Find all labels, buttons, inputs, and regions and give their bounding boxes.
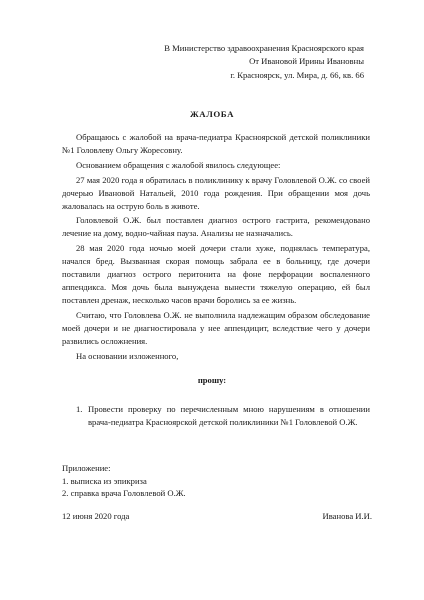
paragraph-diagnosis: Головлевой О.Ж. был поставлен диагноз острого гастрита, рекомендовано лечение на дому, водно-чайная пауза. Анализы не назначались. — [62, 215, 370, 239]
sender-name-line: От Ивановой Ирины Ивановны — [249, 56, 364, 67]
paragraph-claim: Считаю, что Головлева О.Ж. не выполнила надлежащим образом обследование моей дочери и не диагностировала у нее аппендицит, вследствие чего у дочери развились осложнения. — [62, 309, 370, 346]
document-date: 12 июня 2020 года — [62, 511, 130, 521]
paragraph-hospital: 28 мая 2020 года ночью моей дочери стали хуже, поднялась температура, начался бред. Вызванная скорая помощь забрала ее в больницу, где дочери поставили диагноз острого перитонита на фоне перфорации воспаленного аппендикса. Моя дочь была вынуждена вынести тяжелую операцию, ей был поставлен дренаж, несколько часов врачи боролись за ее жизнь. — [62, 243, 370, 305]
attachments-title: Приложение: — [62, 463, 111, 473]
signature-row — [62, 511, 372, 521]
addressee-line: В Министерство здравоохранения Красноярского края — [164, 43, 364, 53]
attachment-item: 2. справка врача Головлевой О.Ж. — [62, 488, 186, 499]
sender-address-line: г. Красноярск, ул. Мира, д. 66, кв. 66 — [230, 69, 364, 80]
paragraph-basis: Основанием обращения с жалобой явилось следующее: — [76, 159, 281, 170]
list-item — [76, 403, 370, 429]
request-heading: прошу: — [197, 375, 227, 385]
request-list — [76, 403, 370, 429]
signature-name: Иванова И.И. — [322, 511, 372, 521]
attachments-block — [62, 462, 186, 500]
document-title: ЖАЛОБА — [189, 109, 235, 119]
list-item-text: Провести проверку по перечисленным мною нарушениям в отношении врача-педиатра Красноярской детской поликлиники №1 Головлевой О.Ж. — [88, 404, 370, 427]
paragraph-conclusion: На основании изложенного, — [76, 350, 179, 361]
attachment-item: 1. выписка из эпикриза — [62, 475, 147, 486]
paragraph-intro: Обращаюсь с жалобой на врача-педиатра Красноярской детской поликлиники №1 Головлеву Ольгу Жоресовну. — [62, 132, 370, 155]
list-item-number: 1. — [76, 404, 83, 414]
paragraph-visit: 27 мая 2020 года я обратилась в поликлинику к врачу Головлевой О.Ж. со своей дочерью Ивановой Натальей, 2010 года рождения. При обращении моя дочь жаловалась на острую боль в животе. — [62, 174, 370, 211]
complaint-body — [62, 131, 370, 362]
addressee-block — [164, 42, 364, 82]
